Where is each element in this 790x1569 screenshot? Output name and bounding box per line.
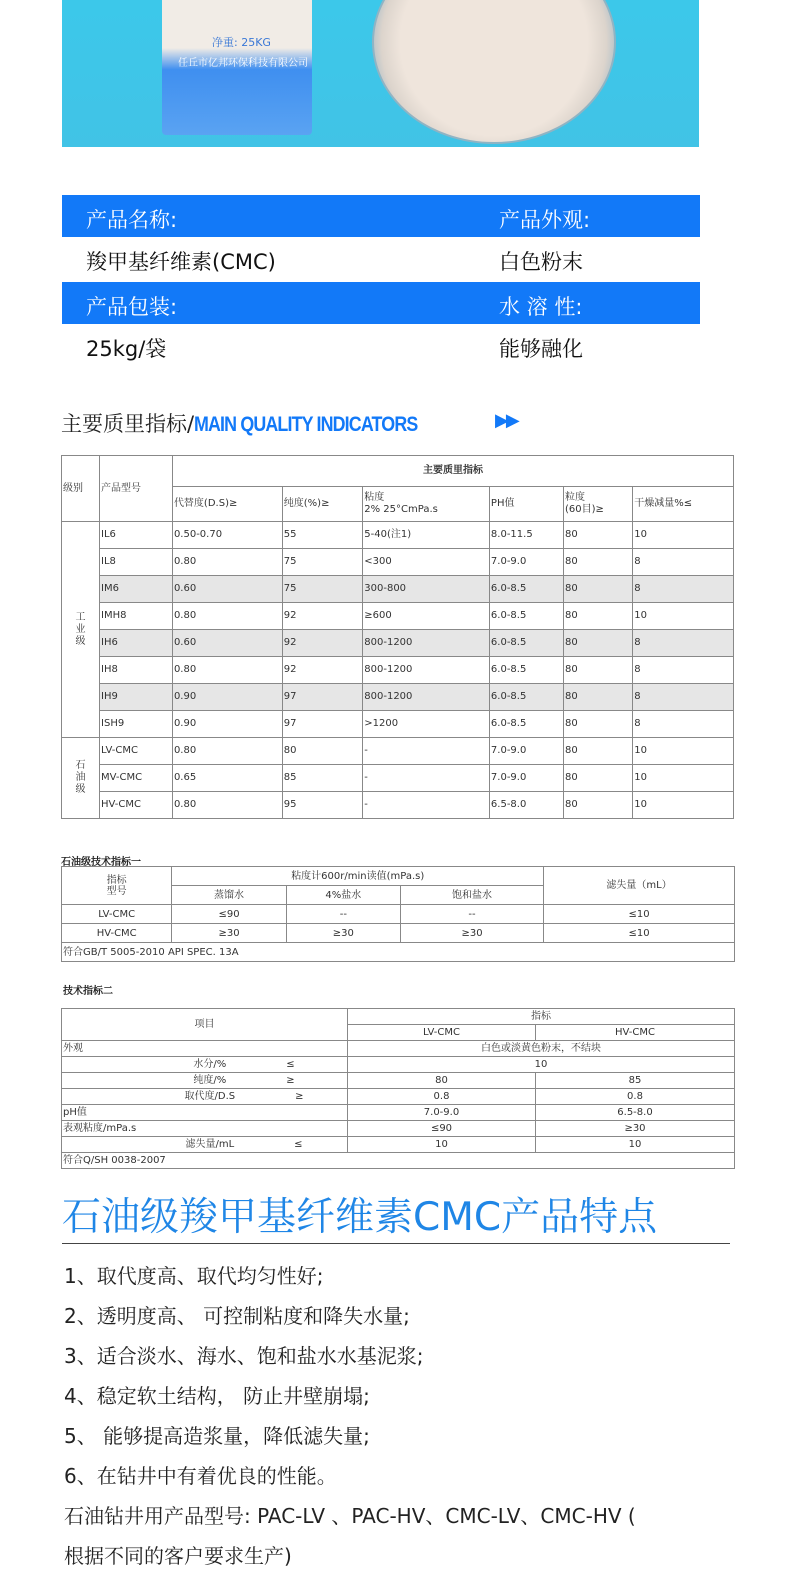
table-cell: 0.8 bbox=[348, 1089, 536, 1105]
comparison-symbol: ≤ bbox=[286, 1059, 295, 1070]
table-cell: 8 bbox=[633, 630, 734, 657]
table-row bbox=[62, 1057, 735, 1073]
product-photo bbox=[62, 0, 699, 147]
table-cell: 0.80 bbox=[172, 738, 282, 765]
feature-item: 1、取代度高、取代均匀性好; bbox=[64, 1264, 324, 1288]
table-cell: 6.5-8.0 bbox=[489, 792, 563, 819]
table-cell: 80 bbox=[563, 522, 632, 549]
table-cell: 10 bbox=[633, 603, 734, 630]
table-cell: 0.60 bbox=[172, 630, 282, 657]
column-header: PH值 bbox=[489, 487, 563, 522]
standard-note: 符合Q/SH 0038-2007 bbox=[62, 1153, 735, 1169]
header-row bbox=[62, 867, 735, 886]
table-cell: 8.0-11.5 bbox=[489, 522, 563, 549]
header-row bbox=[62, 1009, 735, 1025]
header-viscosity: 粘度计600r/min读值(mPa.s) bbox=[172, 867, 544, 886]
table-row bbox=[62, 905, 735, 924]
item-cell: 表观粘度/mPa.s bbox=[62, 1121, 348, 1137]
table-cell: - bbox=[363, 792, 490, 819]
table-cell: - bbox=[363, 765, 490, 792]
table-cell: <300 bbox=[363, 549, 490, 576]
table-cell: 85 bbox=[282, 765, 363, 792]
table-cell: 白色或淡黄色粉末，不结块 bbox=[348, 1041, 735, 1057]
table-cell: 80 bbox=[563, 630, 632, 657]
table-cell: 0.80 bbox=[172, 549, 282, 576]
info-value-row-1 bbox=[62, 237, 700, 279]
table-cell: - bbox=[363, 738, 490, 765]
item-label: 水分/% bbox=[193, 1059, 227, 1070]
table-cell: 80 bbox=[563, 576, 632, 603]
column-header: 粘度 2% 25°CmPa.s bbox=[363, 487, 490, 522]
table-cell: 75 bbox=[282, 549, 363, 576]
item-label: 纯度/% bbox=[193, 1075, 227, 1086]
table-row bbox=[62, 1073, 735, 1089]
header-lv: LV-CMC bbox=[348, 1025, 536, 1041]
table-row bbox=[62, 924, 735, 943]
feature-item: 根据不同的客户要求生产) bbox=[64, 1544, 292, 1568]
item-cell bbox=[62, 1073, 348, 1089]
table-cell: IH6 bbox=[100, 630, 173, 657]
table2-title: 石油级技术指标一 bbox=[61, 857, 141, 868]
table-cell: ≤90 bbox=[172, 905, 286, 924]
table-cell: IL8 bbox=[100, 549, 173, 576]
table-cell: ≤10 bbox=[544, 924, 735, 943]
table-cell: 7.0-9.0 bbox=[348, 1105, 536, 1121]
table-row bbox=[62, 738, 734, 765]
table-cell: 8 bbox=[633, 549, 734, 576]
table-cell: -- bbox=[286, 905, 400, 924]
table-cell: 80 bbox=[563, 765, 632, 792]
header-hv: HV-CMC bbox=[536, 1025, 735, 1041]
comparison-symbol: ≥ bbox=[295, 1091, 304, 1102]
table-cell: 6.5-8.0 bbox=[536, 1105, 735, 1121]
table-cell: HV-CMC bbox=[100, 792, 173, 819]
item-label: 滤失量/mL bbox=[185, 1139, 235, 1150]
item-cell: 外观 bbox=[62, 1041, 348, 1057]
divider bbox=[62, 1243, 730, 1244]
quality-title-en: MAIN QUALITY INDICATORS bbox=[194, 413, 418, 436]
table-cell: 8 bbox=[633, 576, 734, 603]
table-cell: 6.0-8.5 bbox=[489, 711, 563, 738]
header-index: 指标 bbox=[348, 1009, 735, 1025]
value-packaging: 25kg/袋 bbox=[86, 337, 167, 361]
table-cell: 80 bbox=[282, 738, 363, 765]
value-appearance: 白色粉末 bbox=[499, 250, 583, 274]
table-cell: 80 bbox=[348, 1073, 536, 1089]
table-cell: 0.50-0.70 bbox=[172, 522, 282, 549]
table-row bbox=[62, 1041, 735, 1057]
table-cell: 80 bbox=[563, 657, 632, 684]
table-row bbox=[62, 603, 734, 630]
table-cell: 6.0-8.5 bbox=[489, 630, 563, 657]
table-cell: 800-1200 bbox=[363, 684, 490, 711]
subheader: 蒸馏水 bbox=[172, 886, 286, 905]
table-cell: 80 bbox=[563, 603, 632, 630]
table-cell: 0.80 bbox=[172, 792, 282, 819]
table-cell: 80 bbox=[563, 711, 632, 738]
table-row bbox=[62, 792, 734, 819]
feature-item: 5、 能够提高造浆量，降低滤失量; bbox=[64, 1424, 370, 1448]
table-cell: 0.80 bbox=[172, 603, 282, 630]
table-row bbox=[62, 765, 734, 792]
column-header: 纯度(%)≥ bbox=[282, 487, 363, 522]
table-cell: -- bbox=[400, 905, 543, 924]
table-row bbox=[62, 1137, 735, 1153]
item-cell bbox=[62, 1057, 348, 1073]
table-cell: 75 bbox=[282, 576, 363, 603]
header-item: 项目 bbox=[62, 1009, 348, 1041]
table-cell: 6.0-8.5 bbox=[489, 576, 563, 603]
table-row bbox=[62, 576, 734, 603]
column-header: 粒度 (60目)≥ bbox=[563, 487, 632, 522]
table-cell: ISH9 bbox=[100, 711, 173, 738]
column-header: 干燥减量%≤ bbox=[633, 487, 734, 522]
bag-net-weight: 净重: 25KG bbox=[212, 36, 271, 49]
table-cell: 85 bbox=[536, 1073, 735, 1089]
feature-item: 6、在钻井中有着优良的性能。 bbox=[64, 1464, 337, 1488]
table-cell: ≤10 bbox=[544, 905, 735, 924]
table-cell: 800-1200 bbox=[363, 657, 490, 684]
table-cell: 0.60 bbox=[172, 576, 282, 603]
table-cell: ≥30 bbox=[400, 924, 543, 943]
table-cell: 0.8 bbox=[536, 1089, 735, 1105]
item-label: 取代度/D.S bbox=[184, 1091, 236, 1102]
table-cell: 10 bbox=[348, 1057, 735, 1073]
item-cell bbox=[62, 1089, 348, 1105]
table-cell: >1200 bbox=[363, 711, 490, 738]
table-cell: 5-40(注1) bbox=[363, 522, 490, 549]
table-cell: 92 bbox=[282, 603, 363, 630]
product-bag-image bbox=[162, 0, 312, 135]
feature-item: 4、稳定软土结构， 防止井壁崩塌; bbox=[64, 1384, 370, 1408]
table-cell: IH9 bbox=[100, 684, 173, 711]
subheader: 饱和盐水 bbox=[400, 886, 543, 905]
header-grade: 级别 bbox=[62, 456, 100, 522]
table-cell: 80 bbox=[563, 738, 632, 765]
header-row bbox=[62, 456, 734, 487]
table-cell: ≥30 bbox=[536, 1121, 735, 1137]
table-cell: 0.80 bbox=[172, 657, 282, 684]
grade-cell: 工 业 级 bbox=[62, 522, 100, 738]
table-cell: ≤90 bbox=[348, 1121, 536, 1137]
table-row bbox=[62, 630, 734, 657]
table-cell: MV-CMC bbox=[100, 765, 173, 792]
label-solubility: 水 溶 性: bbox=[499, 295, 583, 319]
table-cell: IMH8 bbox=[100, 603, 173, 630]
table-cell: ≥30 bbox=[172, 924, 286, 943]
header-filter-loss: 滤失量（mL） bbox=[544, 867, 735, 905]
table-cell: 55 bbox=[282, 522, 363, 549]
header-group: 主要质里指标 bbox=[172, 456, 733, 487]
table-cell: 10 bbox=[633, 522, 734, 549]
table-cell: LV-CMC bbox=[62, 905, 172, 924]
item-cell: pH值 bbox=[62, 1105, 348, 1121]
table-cell: 80 bbox=[563, 549, 632, 576]
quality-title-cn: 主要质里指标/ bbox=[61, 412, 195, 436]
table-cell: 800-1200 bbox=[363, 630, 490, 657]
table-row bbox=[62, 657, 734, 684]
table-cell: 10 bbox=[633, 765, 734, 792]
feature-item: 3、适合淡水、海水、饱和盐水水基泥浆; bbox=[64, 1344, 424, 1368]
feature-item: 2、透明度高、 可控制粘度和降失水量; bbox=[64, 1304, 410, 1328]
table-cell: 95 bbox=[282, 792, 363, 819]
table-cell: 92 bbox=[282, 630, 363, 657]
table-cell: 6.0-8.5 bbox=[489, 684, 563, 711]
table-cell: 7.0-9.0 bbox=[489, 549, 563, 576]
oil-grade-table-1 bbox=[61, 866, 735, 962]
info-header-row-2 bbox=[62, 282, 700, 324]
table-cell: 80 bbox=[563, 792, 632, 819]
table-cell: HV-CMC bbox=[62, 924, 172, 943]
table-cell: LV-CMC bbox=[100, 738, 173, 765]
label-product-name: 产品名称: bbox=[86, 208, 178, 232]
table-cell: IL6 bbox=[100, 522, 173, 549]
table-cell: 10 bbox=[633, 738, 734, 765]
oil-grade-table-2 bbox=[61, 1008, 735, 1169]
footer-row bbox=[62, 943, 735, 962]
table-row bbox=[62, 522, 734, 549]
subheader: 4%盐水 bbox=[286, 886, 400, 905]
table-cell: 80 bbox=[563, 684, 632, 711]
header-model: 产品型号 bbox=[100, 456, 173, 522]
grade-cell: 石 油 级 bbox=[62, 738, 100, 819]
table-cell: 6.0-8.5 bbox=[489, 603, 563, 630]
table-cell: 0.65 bbox=[172, 765, 282, 792]
table-cell: ≥30 bbox=[286, 924, 400, 943]
table-row bbox=[62, 549, 734, 576]
comparison-symbol: ≥ bbox=[286, 1075, 295, 1086]
footer-row bbox=[62, 1153, 735, 1169]
table-row bbox=[62, 684, 734, 711]
features-title: 石油级羧甲基纤维素CMC产品特点 bbox=[62, 1195, 658, 1240]
feature-item: 石油钻井用产品型号: PAC-LV 、PAC-HV、CMC-LV、CMC-HV ( bbox=[64, 1504, 636, 1528]
table-cell: 0.90 bbox=[172, 684, 282, 711]
table-cell: IH8 bbox=[100, 657, 173, 684]
table-cell: 8 bbox=[633, 657, 734, 684]
table-cell: IM6 bbox=[100, 576, 173, 603]
main-quality-table bbox=[61, 455, 734, 819]
label-appearance: 产品外观: bbox=[499, 208, 591, 232]
table-cell: 92 bbox=[282, 657, 363, 684]
table-cell: 97 bbox=[282, 711, 363, 738]
header-corner: 指标 型号 bbox=[62, 867, 172, 905]
table-cell: 8 bbox=[633, 711, 734, 738]
info-value-row-2 bbox=[62, 324, 700, 366]
quality-section-title bbox=[61, 408, 457, 438]
table-cell: ≥600 bbox=[363, 603, 490, 630]
table-row bbox=[62, 1121, 735, 1137]
item-cell bbox=[62, 1137, 348, 1153]
table-cell: 10 bbox=[348, 1137, 536, 1153]
table-cell: 10 bbox=[633, 792, 734, 819]
table-cell: 7.0-9.0 bbox=[489, 738, 563, 765]
table-cell: 97 bbox=[282, 684, 363, 711]
double-arrow-icon: ▶▶ bbox=[495, 410, 517, 431]
table-cell: 0.90 bbox=[172, 711, 282, 738]
comparison-symbol: ≤ bbox=[294, 1139, 303, 1150]
value-product-name: 羧甲基纤维素(CMC) bbox=[86, 250, 276, 274]
value-solubility: 能够融化 bbox=[499, 337, 583, 361]
table-cell: 8 bbox=[633, 684, 734, 711]
table-cell: 6.0-8.5 bbox=[489, 657, 563, 684]
info-header-row-1 bbox=[62, 195, 700, 237]
powder-dish-image bbox=[372, 0, 616, 144]
table-cell: 7.0-9.0 bbox=[489, 765, 563, 792]
bag-company: 任丘市亿邦环保科技有限公司 bbox=[178, 58, 308, 69]
table-cell: 300-800 bbox=[363, 576, 490, 603]
table3-title: 技术指标二 bbox=[63, 986, 113, 997]
table-cell: 10 bbox=[536, 1137, 735, 1153]
table-row bbox=[62, 711, 734, 738]
label-packaging: 产品包装: bbox=[86, 295, 178, 319]
table-row bbox=[62, 1105, 735, 1121]
table-row bbox=[62, 1089, 735, 1105]
column-header: 代替度(D.S)≥ bbox=[172, 487, 282, 522]
standard-note: 符合GB/T 5005-2010 API SPEC. 13A bbox=[62, 943, 735, 962]
